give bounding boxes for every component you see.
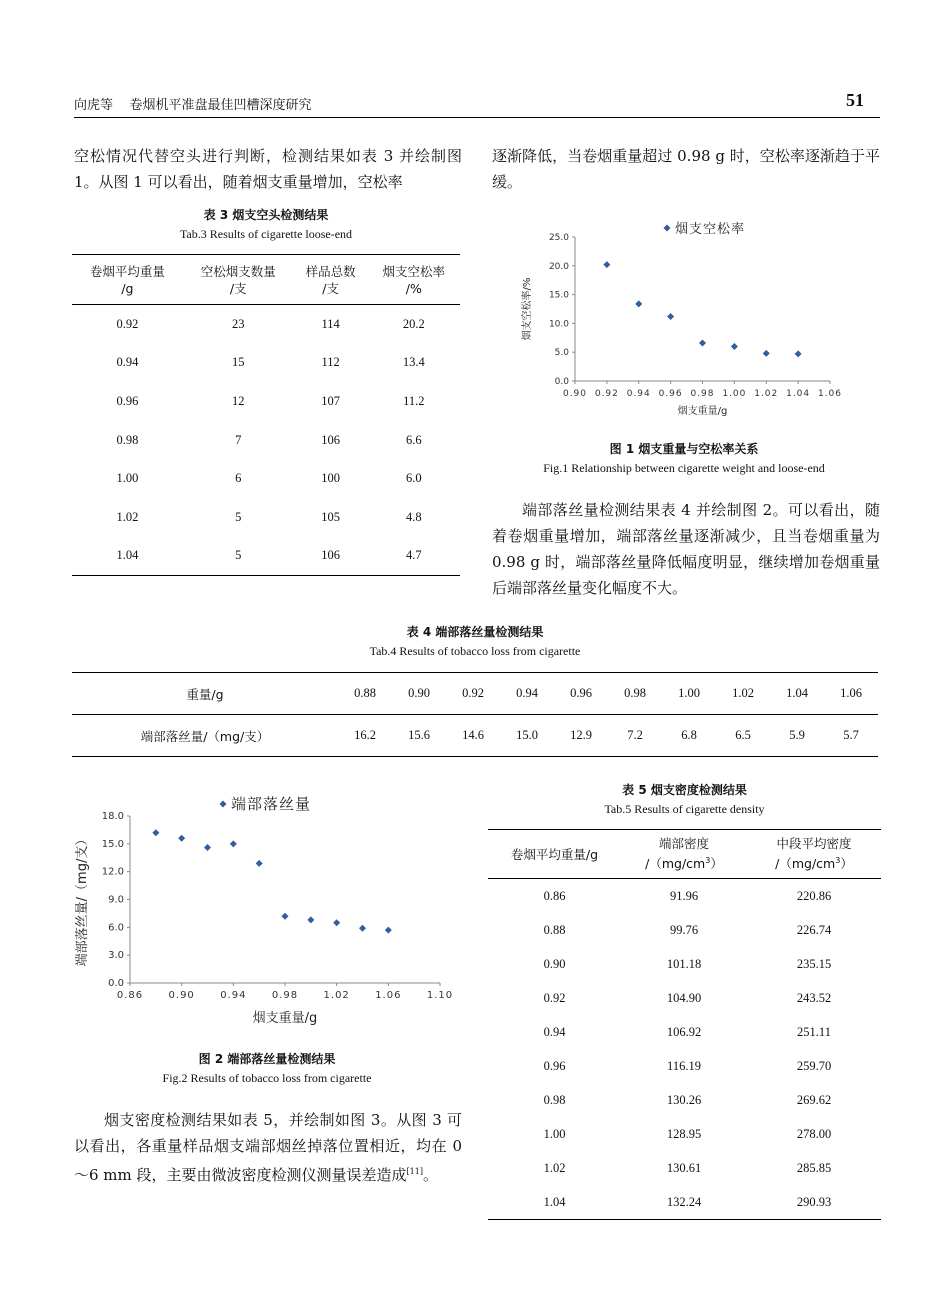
table-cell: 130.61 (666, 1160, 702, 1175)
table-cell: 0.94 (116, 355, 139, 370)
table-cell: 0.88 (543, 922, 566, 937)
x-tick-label: 0.90 (562, 389, 588, 399)
table-cell: 6.5 (735, 728, 751, 742)
table-cell: 4.8 (405, 509, 422, 524)
header-line: 卷烟平均重量/g (510, 846, 599, 862)
left-paragraph-2-end: 。 (422, 1166, 438, 1184)
figure2-chart (72, 790, 462, 1035)
table-cell: 1.00 (678, 686, 700, 700)
x-tick-label: 1.06 (375, 990, 402, 1001)
table-row (72, 459, 460, 498)
table-row (488, 1185, 881, 1220)
data-point (152, 829, 159, 836)
table-row (488, 1015, 881, 1049)
table-cell: 0.94 (516, 686, 538, 700)
table3-header-cell (294, 255, 368, 305)
header-authors: 向虎等 (74, 98, 114, 113)
unit-exponent: 3 (835, 856, 841, 866)
legend-label: 烟支空松率 (675, 222, 746, 237)
data-point (282, 913, 289, 920)
table-cell: 1.00 (116, 471, 139, 486)
table3-caption-en: Tab.3 Results of cigarette loose-end (179, 227, 353, 241)
table-cell: 11.2 (403, 393, 425, 408)
header-line: 空松烟支数量 (200, 263, 276, 279)
table-cell: 15 (232, 355, 245, 370)
header-title: 卷烟机平准盘最佳凹槽深度研究 (129, 98, 312, 113)
table-cell: 107 (321, 393, 341, 408)
table-cell: 0.86 (543, 888, 566, 903)
table-row (72, 498, 460, 537)
header-unit: /（mg/cm (645, 856, 706, 872)
y-tick-label: 9.0 (108, 894, 124, 906)
table5-header-row (488, 830, 881, 879)
figure1-caption-cn: 图 1 烟支重量与空松率关系 (609, 442, 759, 456)
data-point (635, 300, 642, 307)
header-unit: /g (121, 280, 134, 296)
x-tick-label: 0.94 (626, 389, 651, 399)
table-cell: 1.04 (786, 686, 808, 700)
x-tick-label: 1.06 (817, 389, 843, 399)
table-cell: 278.00 (796, 1126, 832, 1141)
left-paragraph-2-body: 烟支密度检测结果如表 5，并绘制如图 3。从图 3 可以看出，各重量样品烟支端部烟丝掉落位置相近，均在 0～6 mm 段，主要由微波密度检测仪测量误差造成 (74, 1111, 462, 1184)
table-cell: 16.2 (354, 728, 376, 742)
figure2-caption-en: Fig.2 Results of tobacco loss from cigarette (162, 1071, 372, 1085)
table-row (72, 537, 460, 576)
data-point (204, 844, 211, 851)
header-line: 样品总数 (305, 263, 356, 279)
right-paragraph-2 (492, 497, 880, 601)
unit-exponent: 3 (705, 856, 711, 866)
table-cell: 5 (235, 509, 242, 524)
table-cell: 0.96 (116, 393, 139, 408)
y-tick-label: 6.0 (108, 922, 124, 934)
table-cell: 14.6 (462, 728, 484, 742)
figure1-chart (515, 215, 855, 425)
table-cell: 285.85 (796, 1160, 832, 1175)
table-cell: 0.90 (408, 686, 430, 700)
running-header (74, 94, 312, 113)
table-cell: 13.4 (402, 355, 425, 370)
table-cell: 116.19 (667, 1058, 701, 1073)
y-tick-label: 5.0 (554, 348, 569, 359)
table-cell: 106.92 (666, 1024, 702, 1039)
data-point (667, 313, 674, 320)
unit-close: ） (840, 856, 853, 872)
data-point (230, 840, 237, 847)
data-point (385, 927, 392, 934)
table-row (488, 947, 881, 981)
citation-ref[interactable]: [11] (406, 1167, 423, 1176)
table-cell: 1.04 (543, 1194, 566, 1209)
table-cell: 0.92 (543, 990, 566, 1005)
table3 (72, 254, 460, 576)
y-tick-label: 3.0 (108, 950, 124, 962)
table4-caption-cn: 表 4 端部落丝量检测结果 (406, 625, 544, 639)
right-paragraph-2-text: 端部落丝量检测结果表 4 并绘制图 2。可以看出，随着卷烟重量增加，端部落丝量逐渐减少，且当卷烟重量为 0.98 g 时，端部落丝量降低幅度明显，继续增加卷烟重量后端部落丝量变化幅度不大。 (492, 501, 880, 597)
data-point (307, 916, 314, 923)
table-cell: 235.15 (796, 956, 832, 971)
table5 (488, 829, 881, 1220)
table-cell: 5 (235, 548, 242, 563)
header-line: 端部密度 (658, 836, 709, 852)
data-point (359, 925, 366, 932)
table-row (488, 1117, 881, 1151)
right-paragraph-1 (492, 143, 880, 195)
data-point (699, 339, 706, 346)
y-tick-label: 0.0 (554, 377, 569, 387)
table-row (72, 344, 460, 383)
table5-caption-en: Tab.5 Results of cigarette density (604, 802, 765, 816)
y-tick-label: 20.0 (548, 261, 569, 272)
table-cell: 5.9 (789, 728, 805, 742)
x-tick-label: 0.92 (594, 389, 619, 399)
y-tick-label: 0.0 (108, 978, 124, 989)
table-cell: 259.70 (796, 1058, 832, 1073)
table-cell: 105 (321, 509, 341, 524)
table-row (488, 1049, 881, 1083)
x-tick-label: 1.10 (426, 990, 454, 1001)
y-tick-label: 25.0 (548, 233, 569, 243)
y-axis-label: 烟支空松率/% (522, 277, 533, 341)
figure2-caption-cn: 图 2 端部落丝量检测结果 (198, 1052, 336, 1066)
table-row (72, 382, 460, 421)
table-cell: 104.90 (666, 990, 702, 1005)
table-cell: 0.96 (570, 686, 592, 700)
header-rule (74, 117, 880, 118)
x-tick-label: 1.04 (786, 389, 811, 399)
legend-label: 端部落丝量 (231, 795, 312, 813)
x-tick-label: 0.94 (220, 990, 247, 1001)
y-tick-label: 10.0 (548, 319, 569, 330)
table-cell: 132.24 (666, 1194, 702, 1209)
table4-row-weight (72, 673, 878, 715)
unit-close: ） (710, 856, 723, 872)
table5-header-cell (747, 830, 881, 879)
table-row (488, 913, 881, 947)
table5-header-cell (621, 830, 747, 879)
data-point (178, 835, 185, 842)
y-tick-label: 15.0 (548, 290, 569, 301)
table-cell: 220.86 (796, 888, 832, 903)
x-axis-label: 烟支重量/g (252, 1011, 318, 1026)
table-row (72, 305, 460, 344)
table-cell: 243.52 (796, 990, 832, 1005)
table-cell: 91.96 (669, 888, 699, 903)
y-axis-label: 端部落丝量/（mg/支） (75, 832, 90, 967)
table-cell: 100 (321, 471, 341, 486)
x-tick-label: 0.98 (690, 389, 715, 399)
table-cell: 20.2 (402, 316, 425, 331)
table4-row-label: 端部落丝量/（mg/支） (140, 728, 270, 744)
table-cell: 0.90 (543, 956, 566, 971)
table-cell: 0.88 (354, 686, 376, 700)
table4-row-loss (72, 715, 878, 757)
table-cell: 114 (321, 316, 340, 331)
header-unit: /% (405, 280, 422, 296)
table-row (488, 879, 881, 914)
table-row (488, 981, 881, 1015)
table-row (72, 421, 460, 460)
table-cell: 128.95 (666, 1126, 702, 1141)
table4-row-label: 重量/g (186, 686, 224, 702)
table-cell: 1.00 (543, 1126, 566, 1141)
table-row (488, 1083, 881, 1117)
table-cell: 0.98 (624, 686, 646, 700)
table5-caption-cn: 表 5 烟支密度检测结果 (622, 783, 747, 797)
data-point (763, 350, 770, 357)
table3-header-cell (72, 255, 183, 305)
table-cell: 99.76 (669, 922, 699, 937)
legend-marker (664, 225, 671, 232)
table-cell: 12.9 (570, 728, 592, 742)
table-cell: 6.6 (405, 432, 422, 447)
table-cell: 1.06 (840, 686, 862, 700)
x-tick-label: 1.00 (722, 389, 747, 399)
table4 (72, 672, 878, 757)
table3-header-cell (368, 255, 460, 305)
table-cell: 101.18 (666, 956, 702, 971)
table-cell: 1.02 (732, 686, 754, 700)
left-paragraph-1 (74, 143, 462, 195)
table4-caption-en: Tab.4 Results of tobacco loss from cigarette (369, 644, 581, 658)
y-tick-label: 12.0 (101, 866, 124, 878)
header-line: 中段平均密度 (776, 836, 852, 852)
table-cell: 6 (235, 471, 242, 486)
left-paragraph-1-text: 空松情况代替空头进行判断，检测结果如表 3 并绘制图 1。从图 1 可以看出，随着烟支重量增加，空松率 (74, 147, 462, 191)
table-row (488, 1151, 881, 1185)
table-cell: 0.98 (543, 1092, 566, 1107)
left-paragraph-2 (74, 1107, 462, 1188)
table-cell: 4.7 (405, 548, 422, 563)
table-cell: 226.74 (796, 922, 832, 937)
data-point (731, 343, 738, 350)
table3-header-row (72, 255, 460, 305)
table-cell: 15.6 (408, 728, 430, 742)
table-cell: 0.96 (543, 1058, 566, 1073)
table-cell: 1.02 (116, 509, 139, 524)
x-tick-label: 0.86 (116, 990, 144, 1001)
header-unit: /（mg/cm (775, 856, 836, 872)
table-cell: 106 (321, 548, 341, 563)
table-cell: 106 (321, 432, 341, 447)
y-tick-label: 15.0 (101, 838, 124, 850)
page-number: 51 (846, 90, 864, 110)
x-tick-label: 1.02 (323, 990, 350, 1001)
table-cell: 290.93 (796, 1194, 832, 1209)
header-unit: /支 (322, 280, 339, 296)
right-paragraph-1-text: 逐渐降低，当卷烟重量超过 0.98 g 时，空松率逐渐趋于平缓。 (492, 147, 880, 191)
table-cell: 251.11 (797, 1024, 831, 1039)
table-cell: 23 (232, 316, 245, 331)
x-axis-label: 烟支重量/g (677, 406, 728, 417)
x-tick-label: 0.90 (168, 990, 195, 1001)
legend-marker (220, 801, 227, 808)
table-cell: 7 (235, 432, 242, 447)
left-paragraph-2-text (74, 1107, 462, 1188)
x-tick-label: 0.98 (271, 990, 299, 1001)
table-cell: 0.98 (116, 432, 139, 447)
table-cell: 269.62 (796, 1092, 832, 1107)
figure1-caption-en: Fig.1 Relationship between cigarette weight and loose-end (543, 461, 825, 475)
table-cell: 0.92 (462, 686, 484, 700)
table-cell: 130.26 (666, 1092, 702, 1107)
header-line: 卷烟平均重量 (89, 263, 165, 279)
x-tick-label: 1.02 (754, 389, 779, 399)
table-cell: 1.04 (116, 548, 139, 563)
table-cell: 6.0 (405, 471, 422, 486)
header-line: 烟支空松率 (382, 263, 446, 279)
table-cell: 0.94 (543, 1024, 566, 1039)
table-cell: 112 (321, 355, 340, 370)
y-tick-label: 18.0 (101, 811, 124, 822)
header-unit: /支 (229, 280, 247, 296)
data-point (333, 919, 340, 926)
table5-header-cell (488, 830, 621, 879)
table-cell: 15.0 (516, 728, 538, 742)
table-cell: 0.92 (116, 316, 139, 331)
data-point (603, 261, 610, 268)
data-point (795, 350, 802, 357)
table3-caption-cn: 表 3 烟支空头检测结果 (203, 208, 329, 222)
data-point (256, 860, 263, 867)
table-cell: 1.02 (543, 1160, 566, 1175)
table-cell: 6.8 (681, 728, 697, 742)
table-cell: 12 (232, 393, 245, 408)
table-cell: 5.7 (843, 728, 859, 742)
x-tick-label: 0.96 (658, 389, 683, 399)
table3-header-cell (183, 255, 294, 305)
table-cell: 7.2 (627, 728, 643, 742)
